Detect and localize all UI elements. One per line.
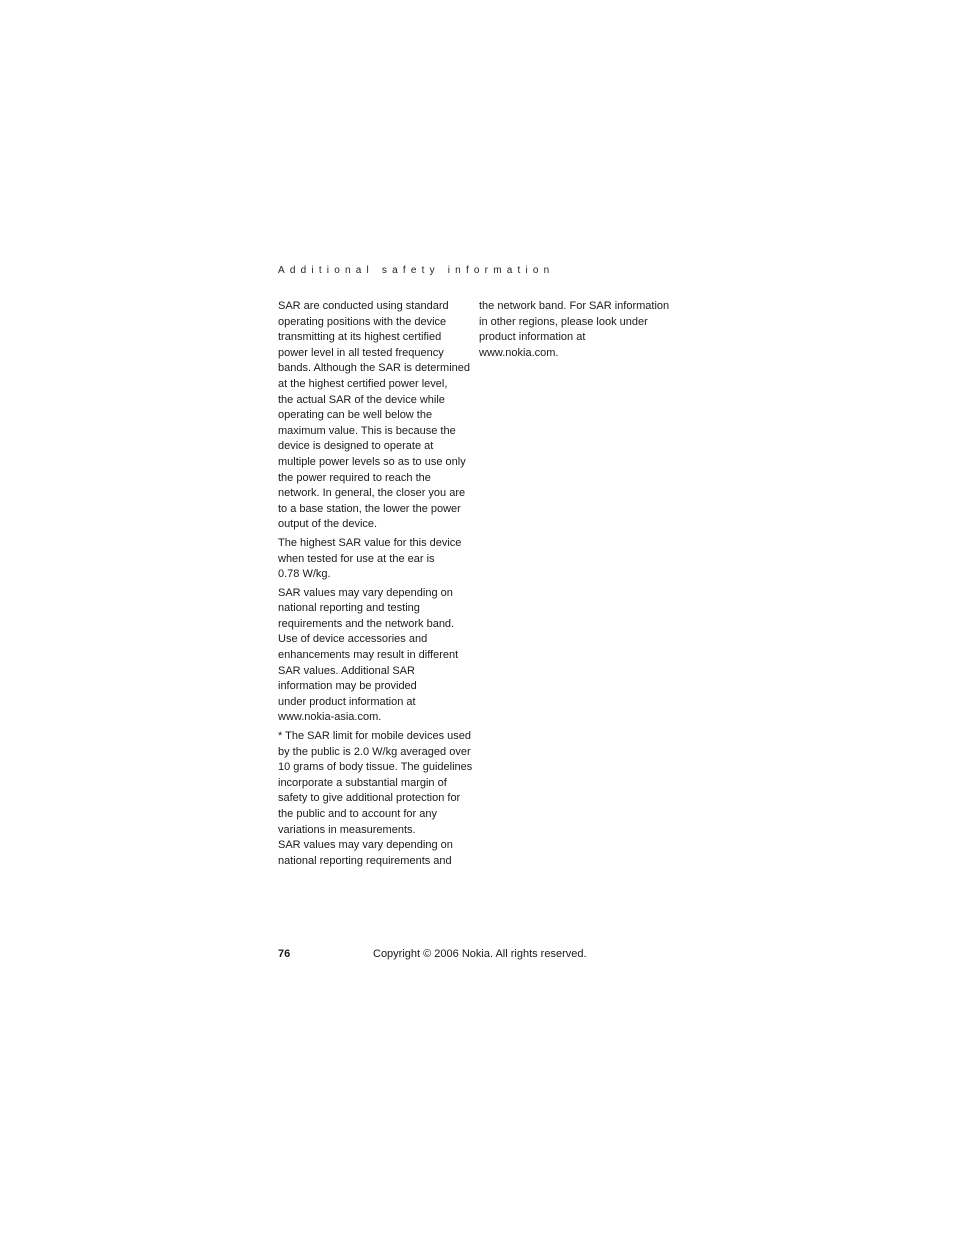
text-line: operating positions with the device: [278, 315, 447, 328]
left-column: [278, 299, 473, 869]
text-line: requirements and the network band.: [278, 617, 455, 630]
text-line: incorporate a substantial margin of: [278, 776, 447, 789]
text-line: safety to give additional protection for: [278, 792, 461, 805]
text-line: variations in measurements.: [278, 823, 416, 836]
text-line: network. In general, the closer you are: [278, 487, 466, 500]
text-line: SAR values may vary depending on: [278, 839, 453, 852]
text-line: national reporting and testing: [278, 602, 420, 615]
text-line: by the public is 2.0 W/kg averaged over: [278, 745, 471, 758]
text-line: when tested for use at the ear is: [278, 552, 435, 565]
text-line: in other regions, please look under: [479, 315, 648, 328]
text-line: www.nokia-asia.com.: [278, 711, 382, 724]
text-line: 0.78 W/kg.: [278, 568, 331, 581]
text-line: the power required to reach the: [278, 471, 431, 484]
text-line: power level in all tested frequency: [278, 346, 444, 359]
paragraph-sar-variation: [278, 586, 468, 726]
text-line: the network band. For SAR information: [479, 300, 670, 312]
text-line: SAR values may vary depending on: [278, 586, 453, 599]
text-line: product information at: [479, 331, 586, 344]
text-line: SAR values. Additional SAR: [278, 664, 415, 677]
page-number: 76: [278, 948, 291, 960]
text-line: multiple power levels so as to use only: [278, 455, 466, 468]
text-line: device is designed to operate at: [278, 440, 434, 453]
text-line: 10 grams of body tissue. The guidelines: [278, 761, 473, 774]
text-line: transmitting at its highest certified: [278, 331, 442, 344]
text-line: under product information at: [278, 695, 416, 708]
text-line: to a base station, the lower the power: [278, 502, 461, 515]
paragraph-sar-reporting: [278, 838, 468, 869]
paragraph-sar-limit-footnote: [278, 729, 473, 838]
text-line: * The SAR limit for mobile devices used: [278, 730, 471, 743]
text-line: output of the device.: [278, 518, 378, 531]
text-line: SAR are conducted using standard: [278, 300, 449, 312]
text-line: The highest SAR value for this device: [278, 536, 462, 549]
paragraph-sar-other-regions: [479, 299, 671, 361]
text-line: the public and to account for any: [278, 808, 437, 820]
text-line: enhancements may result in different: [278, 649, 459, 662]
paragraph-sar-conditions: [278, 299, 471, 533]
text-line: national reporting requirements and: [278, 854, 452, 867]
text-line: Use of device accessories and: [278, 633, 428, 646]
copyright-notice: Copyright © 2006 Nokia. All rights reserved.: [373, 948, 587, 960]
paragraph-highest-sar: [278, 536, 468, 583]
text-line: maximum value. This is because the: [278, 424, 456, 437]
section-header: Additional safety information: [278, 265, 555, 276]
text-line: bands. Although the SAR is determined: [278, 362, 471, 375]
text-line: information may be provided: [278, 680, 417, 693]
right-column: [479, 299, 671, 364]
text-line: www.nokia.com.: [479, 346, 559, 359]
text-line: operating can be well below the: [278, 409, 433, 422]
text-line: the actual SAR of the device while: [278, 393, 445, 406]
text-line: at the highest certified power level,: [278, 377, 448, 390]
